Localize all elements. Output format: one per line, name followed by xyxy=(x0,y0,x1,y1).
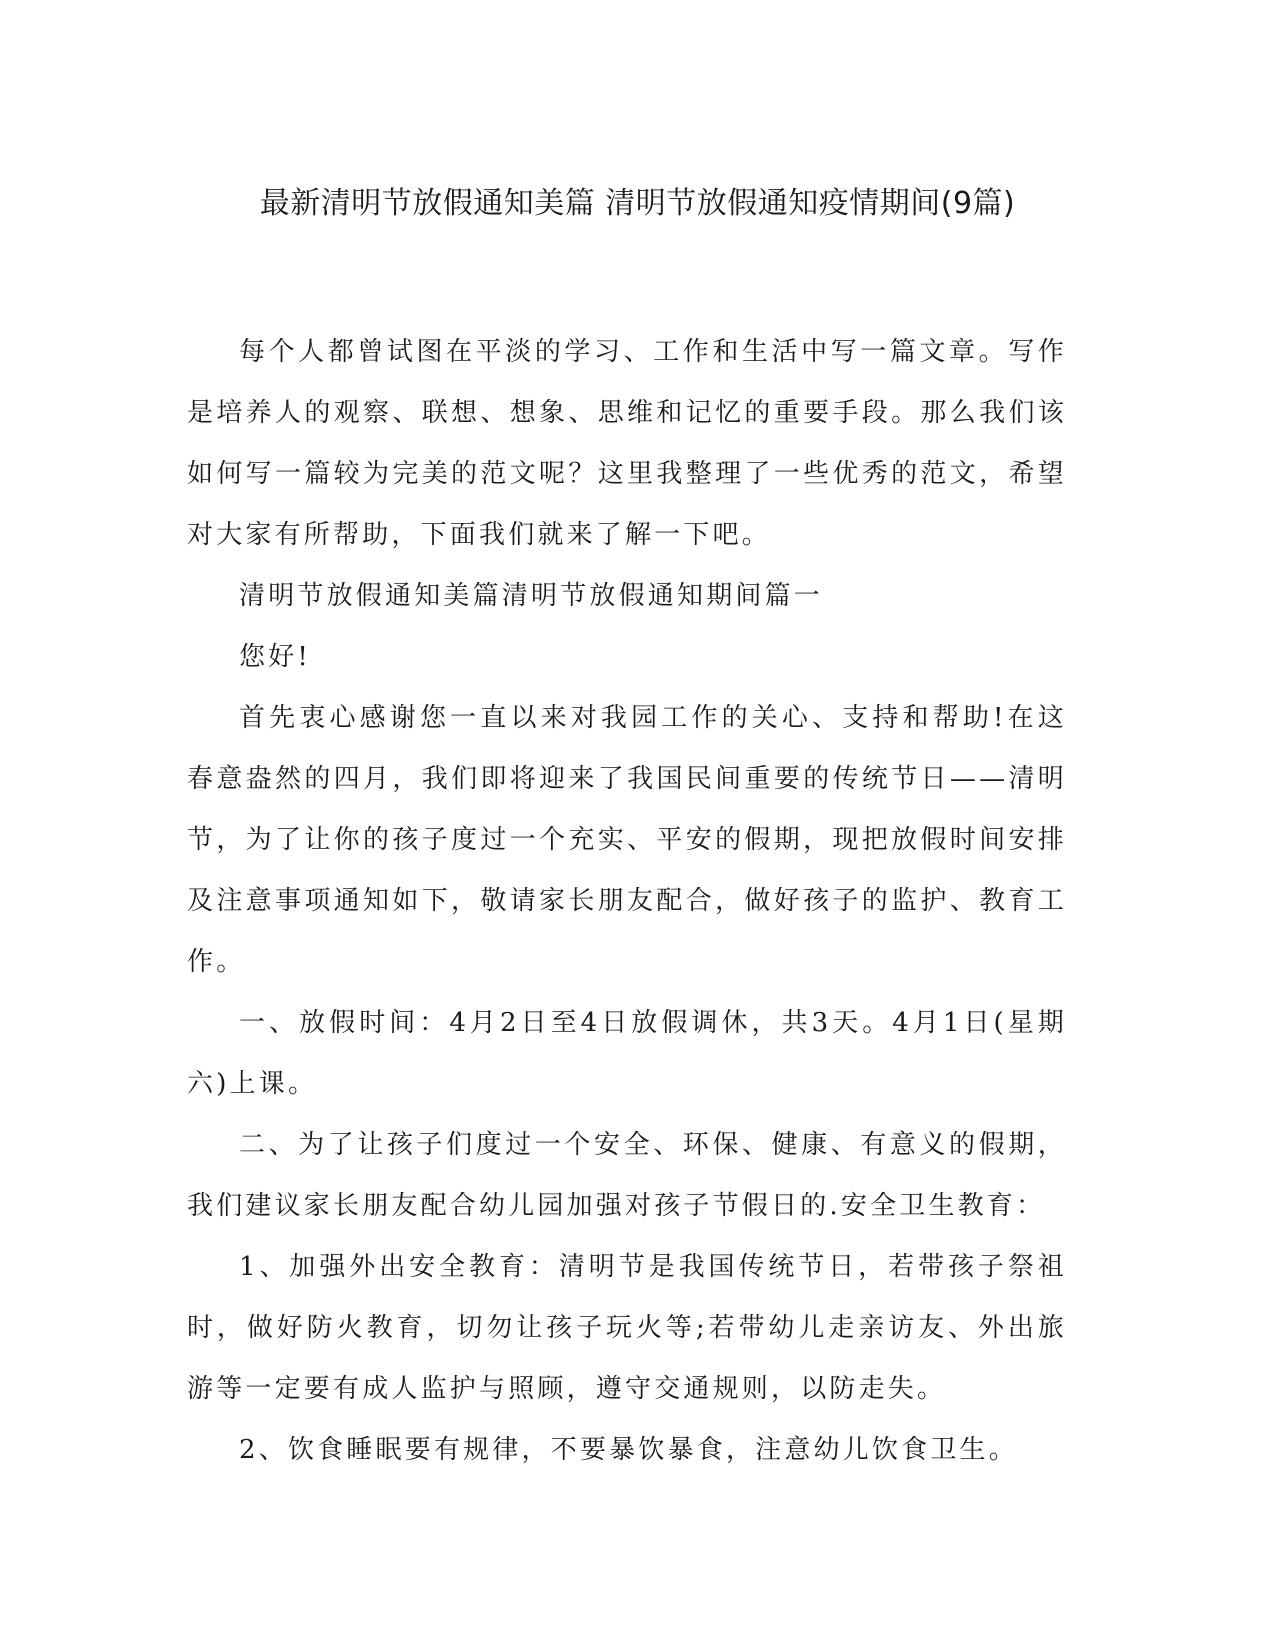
document-body xyxy=(187,322,1067,1481)
paragraph-suggestions: 二、为了让孩子们度过一个安全、环保、健康、有意义的假期，我们建议家长朋友配合幼儿园加强对孩子节假日的.安全卫生教育： xyxy=(187,1130,1067,1221)
paragraph-item-1: 1、加强外出安全教育：清明节是我国传统节日，若带孩子祭祖时，做好防火教育，切勿让孩子玩火等;若带幼儿走亲访友、外出旅游等一定要有成人监护与照顾，遵守交通规则，以防走失。 xyxy=(187,1252,1067,1404)
paragraph-item-2: 2、饮食睡眠要有规律，不要暴饮暴食，注意幼儿饮食卫生。 xyxy=(239,1435,1018,1465)
paragraph-intro: 每个人都曾试图在平淡的学习、工作和生活中写一篇文章。写作是培养人的观察、联想、想象、思维和记忆的重要手段。那么我们该如何写一篇较为完美的范文呢？这里我整理了一些优秀的范文，希望对大家有所帮助，下面我们就来了解一下吧。 xyxy=(187,337,1067,550)
paragraph-section-heading: 清明节放假通知美篇清明节放假通知期间篇一 xyxy=(239,581,824,611)
document-title: 最新清明节放假通知美篇 清明节放假通知疫情期间(9篇) xyxy=(259,186,1016,221)
paragraph-thanks: 首先衷心感谢您一直以来对我园工作的关心、支持和帮助!在这春意盎然的四月，我们即将迎来了我国民间重要的传统节日——清明节，为了让你的孩子度过一个充实、平安的假期，现把放假时间安排及注意事项通知如下，敬请家长朋友配合，做好孩子的监护、教育工作。 xyxy=(187,703,1067,977)
paragraph-greeting: 您好! xyxy=(239,642,312,672)
paragraph-holiday-time: 一、放假时间：4月2日至4日放假调休，共3天。4月1日(星期六)上课。 xyxy=(187,1008,1067,1099)
